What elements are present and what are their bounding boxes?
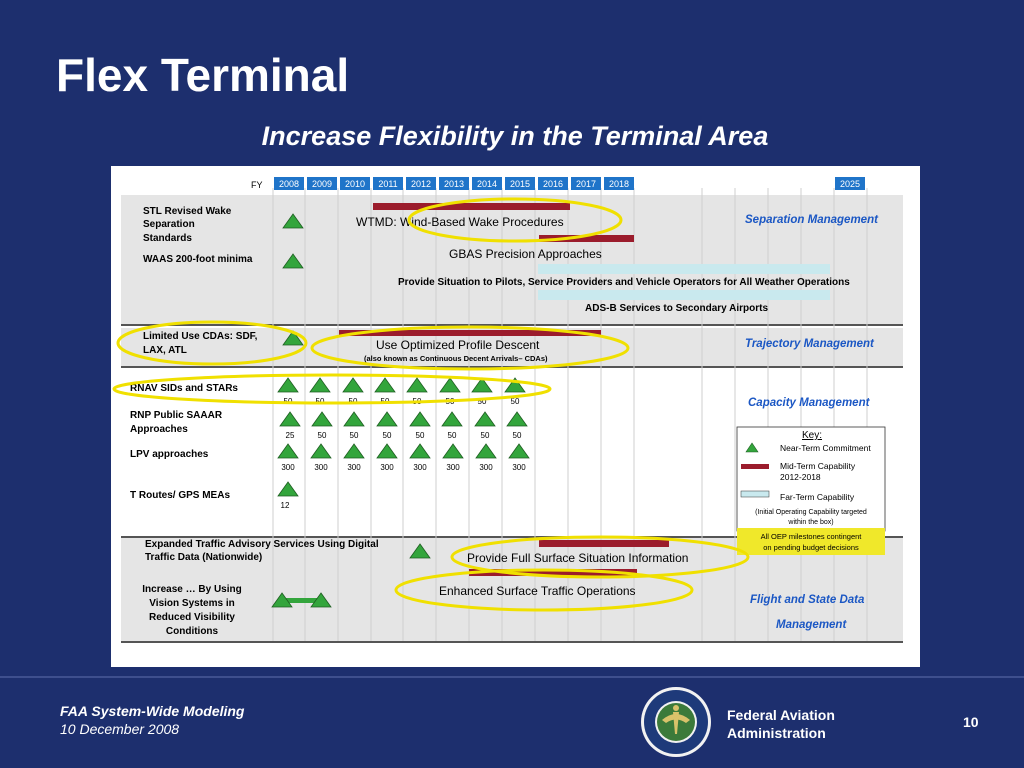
key-title: Key: bbox=[802, 430, 823, 441]
oep-note-line2: on pending budget decisions bbox=[763, 543, 859, 552]
key-far: Far-Term Capability bbox=[780, 492, 855, 502]
section-flight-line2: Management bbox=[776, 619, 847, 631]
count-label: 50 bbox=[315, 397, 325, 406]
key-mid-icon bbox=[741, 464, 769, 469]
year-label: 2018 bbox=[608, 179, 630, 189]
milestone-triangle bbox=[410, 444, 430, 458]
milestone-triangle bbox=[344, 444, 364, 458]
milestone-triangle bbox=[312, 412, 332, 426]
item-vision-line2: Vision Systems in bbox=[149, 598, 235, 609]
year-label: 2009 bbox=[311, 179, 333, 189]
count-label: 300 bbox=[281, 463, 295, 472]
fy-label: FY bbox=[251, 180, 263, 190]
milestone-triangle bbox=[377, 444, 397, 458]
key-far-icon bbox=[741, 491, 769, 497]
item-cda-line2: LAX, ATL bbox=[143, 345, 187, 356]
footer-info bbox=[60, 702, 244, 738]
item-stl-line3: Standards bbox=[143, 233, 192, 244]
milestone-triangle bbox=[410, 412, 430, 426]
count-label: 50 bbox=[480, 431, 490, 440]
section-capacity: Capacity Management bbox=[748, 397, 870, 409]
roadmap-chart bbox=[111, 166, 920, 667]
count-label: 25 bbox=[285, 431, 295, 440]
milestone-triangle bbox=[440, 378, 460, 392]
oep-note-line1: All OEP milestones contingent bbox=[760, 532, 862, 541]
milestone-triangle bbox=[278, 444, 298, 458]
year-label: 2012 bbox=[410, 179, 432, 189]
count-label: 50 bbox=[348, 397, 358, 406]
agency-name bbox=[727, 706, 835, 742]
bar-label-opd: Use Optimized Profile Descent bbox=[376, 338, 540, 352]
count-label: 50 bbox=[283, 397, 293, 406]
item-cda-line1: Limited Use CDAs: SDF, bbox=[143, 331, 258, 342]
agency-line1: Federal Aviation bbox=[727, 707, 835, 723]
year-label: 2015 bbox=[509, 179, 531, 189]
count-label: 300 bbox=[413, 463, 427, 472]
count-label: 50 bbox=[510, 397, 520, 406]
slide-subtitle: Increase Flexibility in the Terminal Area bbox=[261, 121, 769, 151]
item-vision-line4: Conditions bbox=[165, 626, 219, 637]
milestone-triangle bbox=[509, 444, 529, 458]
mid-term-bar bbox=[373, 203, 570, 210]
count-label: 50 bbox=[447, 431, 457, 440]
item-rnav: RNAV SIDs and STARs bbox=[130, 383, 238, 394]
footer-org: FAA System-Wide Modeling bbox=[60, 703, 245, 719]
count-label: 300 bbox=[512, 463, 526, 472]
count-label: 50 bbox=[382, 431, 392, 440]
milestone-triangle bbox=[311, 444, 331, 458]
count-label: 50 bbox=[512, 431, 522, 440]
key-mid-line2: 2012-2018 bbox=[780, 472, 821, 482]
far-term-bar bbox=[538, 290, 830, 300]
key-legend bbox=[737, 427, 885, 555]
year-label: 2025 bbox=[839, 179, 861, 189]
key-far-note1: (Initial Operating Capability targeted bbox=[755, 509, 867, 516]
milestone-triangle bbox=[278, 378, 298, 392]
item-troutes: T Routes/ GPS MEAs bbox=[130, 490, 231, 501]
key-mid-line1: Mid-Term Capability bbox=[780, 461, 856, 471]
item-lpv: LPV approaches bbox=[130, 449, 209, 460]
count-label: 50 bbox=[349, 431, 359, 440]
milestone-triangle bbox=[476, 444, 496, 458]
count-label: 300 bbox=[380, 463, 394, 472]
milestone-triangle bbox=[442, 412, 462, 426]
key-far-note2: within the box) bbox=[788, 519, 834, 526]
count-label: 300 bbox=[347, 463, 361, 472]
count-label: 50 bbox=[445, 397, 455, 406]
item-waas: WAAS 200-foot minima bbox=[143, 254, 253, 265]
milestone-triangle bbox=[344, 412, 364, 426]
footer-divider bbox=[0, 676, 1024, 678]
mid-term-bar bbox=[539, 540, 669, 547]
count-label: 300 bbox=[479, 463, 493, 472]
item-stl-line2: Separation bbox=[143, 219, 195, 230]
year-label: 2008 bbox=[278, 179, 300, 189]
item-rnp-line1: RNP Public SAAAR bbox=[130, 410, 223, 421]
divider bbox=[121, 324, 903, 326]
milestone-triangle bbox=[377, 412, 397, 426]
milestone-triangle bbox=[507, 412, 527, 426]
milestone-triangle bbox=[278, 482, 298, 496]
count-label: 300 bbox=[314, 463, 328, 472]
year-label: 2016 bbox=[542, 179, 564, 189]
year-label: 2011 bbox=[378, 179, 398, 189]
count-label: 50 bbox=[317, 431, 327, 440]
bar-label-surface-ops: Enhanced Surface Traffic Operations bbox=[439, 584, 636, 598]
milestone-triangle bbox=[407, 378, 427, 392]
faa-seal-logo bbox=[640, 686, 712, 758]
year-header bbox=[274, 177, 865, 190]
item-traffic-line1: Expanded Traffic Advisory Services Using Digital bbox=[145, 539, 379, 550]
count-label: 50 bbox=[477, 397, 487, 406]
item-stl-line1: STL Revised Wake bbox=[143, 206, 232, 217]
page-number: 10 bbox=[963, 714, 979, 730]
count-label: 12 bbox=[280, 501, 290, 510]
footer-date: 10 December 2008 bbox=[60, 721, 180, 737]
bar-label-gbas: GBAS Precision Approaches bbox=[449, 247, 602, 261]
count-label: 300 bbox=[446, 463, 460, 472]
item-rnp-line2: Approaches bbox=[130, 424, 188, 435]
year-label: 2014 bbox=[476, 179, 498, 189]
milestone-triangle bbox=[375, 378, 395, 392]
agency-line2: Administration bbox=[727, 725, 826, 741]
year-label: 2017 bbox=[575, 179, 597, 189]
milestone-triangle bbox=[443, 444, 463, 458]
bar-label-adsb: ADS-B Services to Secondary Airports bbox=[585, 303, 769, 314]
bar-label-wtmd: WTMD: Wind-Based Wake Procedures bbox=[356, 215, 564, 229]
key-near: Near-Term Commitment bbox=[780, 443, 871, 453]
count-label: 50 bbox=[380, 397, 390, 406]
section-separation: Separation Management bbox=[745, 214, 878, 226]
section-trajectory: Trajectory Management bbox=[745, 338, 874, 350]
item-traffic-line2: Traffic Data (Nationwide) bbox=[145, 552, 263, 563]
slide-title: Flex Terminal bbox=[56, 49, 350, 101]
item-vision-line3: Reduced Visibility bbox=[149, 612, 235, 623]
section-flight-line1: Flight and State Data bbox=[750, 594, 865, 606]
count-label: 50 bbox=[412, 397, 422, 406]
year-label: 2010 bbox=[344, 179, 366, 189]
count-label: 50 bbox=[415, 431, 425, 440]
divider bbox=[121, 641, 903, 643]
bar-note-opd: (also known as Continuous Decent Arrivals– CDAs) bbox=[364, 354, 548, 363]
bar-label-situation: Provide Situation to Pilots, Service Providers and Vehicle Operators for All Weather Operations bbox=[398, 277, 850, 288]
milestone-triangle bbox=[310, 378, 330, 392]
year-label: 2013 bbox=[443, 179, 465, 189]
milestone-triangle bbox=[475, 412, 495, 426]
bar-label-surface-info: Provide Full Surface Situation Information bbox=[467, 551, 689, 565]
item-vision-line1: Increase … By Using bbox=[142, 584, 242, 595]
milestone-triangle bbox=[343, 378, 363, 392]
milestone-triangle bbox=[280, 412, 300, 426]
far-term-bar bbox=[538, 264, 830, 274]
